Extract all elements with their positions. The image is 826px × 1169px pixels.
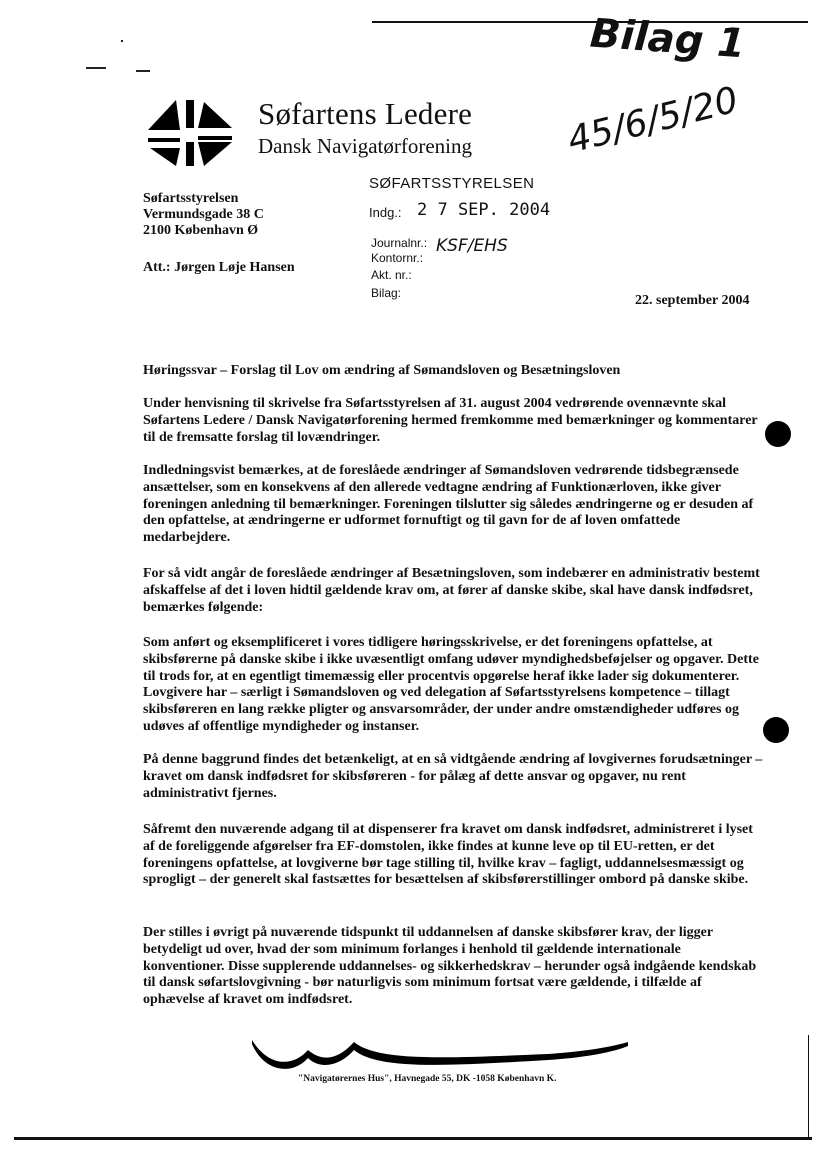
body-paragraph-1: Under henvisning til skrivelse fra Søfartsstyrelsen af 31. august 2004 vedrørende ovennævnte skal Søfartens Ledere / Dansk Navigatørforening hermed fremkomme med bemærkninger og kommentarer til de fremsatte forslag til lovændringer. <box>143 396 758 445</box>
footer-address: "Navigatørernes Hus", Havnegade 55, DK -1058 København K. <box>298 1074 557 1084</box>
stamp-akt-label: Akt. nr.: <box>371 268 412 282</box>
compass-logo-icon <box>146 98 236 168</box>
right-border-line <box>808 1035 809 1138</box>
scan-mark <box>86 67 106 69</box>
recipient-attention: Att.: Jørgen Løje Hansen <box>143 260 295 275</box>
body-paragraph-6: Såfremt den nuværende adgang til at dispenserer fra kravet om dansk indfødsret, administreret i lyset af de foreliggende afgørelser fra EF-domstolen, ikke findes at kunne leve op til EU-retten, er det foreningens opfattelse, at lovgiverne bør tage stilling til, hvilke krav – fagligt, uddannelsesmæssigt og sprogligt – der generelt skal fastsættes for besættelsen af skibsførerstillinger ombord på danske skibe. <box>143 822 753 888</box>
recipient-line-3: 2100 København Ø <box>143 223 259 238</box>
stamp-indg-label: Indg.: <box>369 205 402 220</box>
body-paragraph-4: Som anført og eksemplificeret i vores tidligere høringsskrivelse, er det foreningens opfattelse, at skibsførerne på danske skibe i ikke uvæsentligt omfang udøver myndighedsbeføjelser og opgaver. Dette til trods for, at en egentligt timemæssig eller procentvis opgørelse heraf ikke lader sig dokumenterer. Lovgivere har – særligt i Sømandsloven og ved delegation af Søfartsstyrelsens kompetence – tillagt skibsføreren en lang række pligter og ansvarsområder, der under andre omstændigheder udføres og udøves af offentlige myndigheder og instanser. <box>143 635 759 734</box>
body-paragraph-2: Indledningsvist bemærkes, at de foreslåede ændringer af Sømandsloven vedrørende tidsbegrænsede ansættelser, som en konsekvens af den allerede vedtagne ændring af Funktionærloven, ikke giver foreningen anledning til bemærkninger. Foreningen tilslutter sig således ændringerne og er desuden af den opfattelse, at ændringerne er udformet fornuftigt og til gavn for de af loven omfattede medarbejdere. <box>143 463 754 546</box>
organization-subname: Dansk Navigatørforening <box>258 134 473 158</box>
wave-logo-icon <box>248 1032 632 1072</box>
recipient-line-2: Vermundsgade 38 C <box>143 207 264 222</box>
bilag-handwritten: Bilag 1 <box>588 10 747 68</box>
bottom-border-line <box>14 1137 812 1140</box>
organization-name: Søfartens Ledere <box>258 96 473 131</box>
stamp-kontor-label: Kontornr.: <box>371 251 424 265</box>
stamp-bilag-label: Bilag: <box>371 286 402 300</box>
stamp-title: SØFARTSSTYRELSEN <box>369 175 535 192</box>
punch-hole <box>763 717 789 743</box>
stamp-journal-value: KSF/EHS <box>436 236 508 256</box>
punch-hole <box>765 421 791 447</box>
scan-mark <box>121 40 123 42</box>
body-paragraph-7: Der stilles i øvrigt på nuværende tidspunkt til uddannelsen af danske skibsfører krav, der ligger betydeligt ud over, hvad der som minimum forlanges i henhold til gældende internationale konventioner. Disse supplerende uddannelses- og sikkerhedskrav – herunder også indgående kendskab til dansk søfartslovgivning - bør naturligvis som minimum fortsat være gældende, i tilfælde af ophævelse af kravet om indfødsret. <box>143 925 757 1008</box>
body-paragraph-5: På denne baggrund findes det betænkeligt, at en så vidtgående ændring af lovgivernes forudsætninger – kravet om dansk indfødsret for skibsføreren - for pålæg af dette ansvar og opgaver, nu rent administrativt fjernes. <box>143 752 763 801</box>
scan-mark <box>136 70 150 72</box>
handwritten-reference: 45/6/5/20 <box>563 79 743 162</box>
stamp-indg-date: 2 7 SEP. 2004 <box>417 200 551 220</box>
body-paragraph-3: For så vidt angår de foreslåede ændringer af Besætningsloven, som indebærer en administrativ bestemt afskaffelse af det i loven hidtil gældende krav om, at fører af danske skibe, skal have dansk indfødsret, bemærkes følgende: <box>143 566 760 615</box>
letter-subject: Høringssvar – Forslag til Lov om ændring af Sømandsloven og Besætningsloven <box>143 363 621 378</box>
letter-date: 22. september 2004 <box>635 293 750 308</box>
recipient-line-1: Søfartsstyrelsen <box>143 191 239 206</box>
stamp-journal-label: Journalnr.: <box>371 236 428 250</box>
